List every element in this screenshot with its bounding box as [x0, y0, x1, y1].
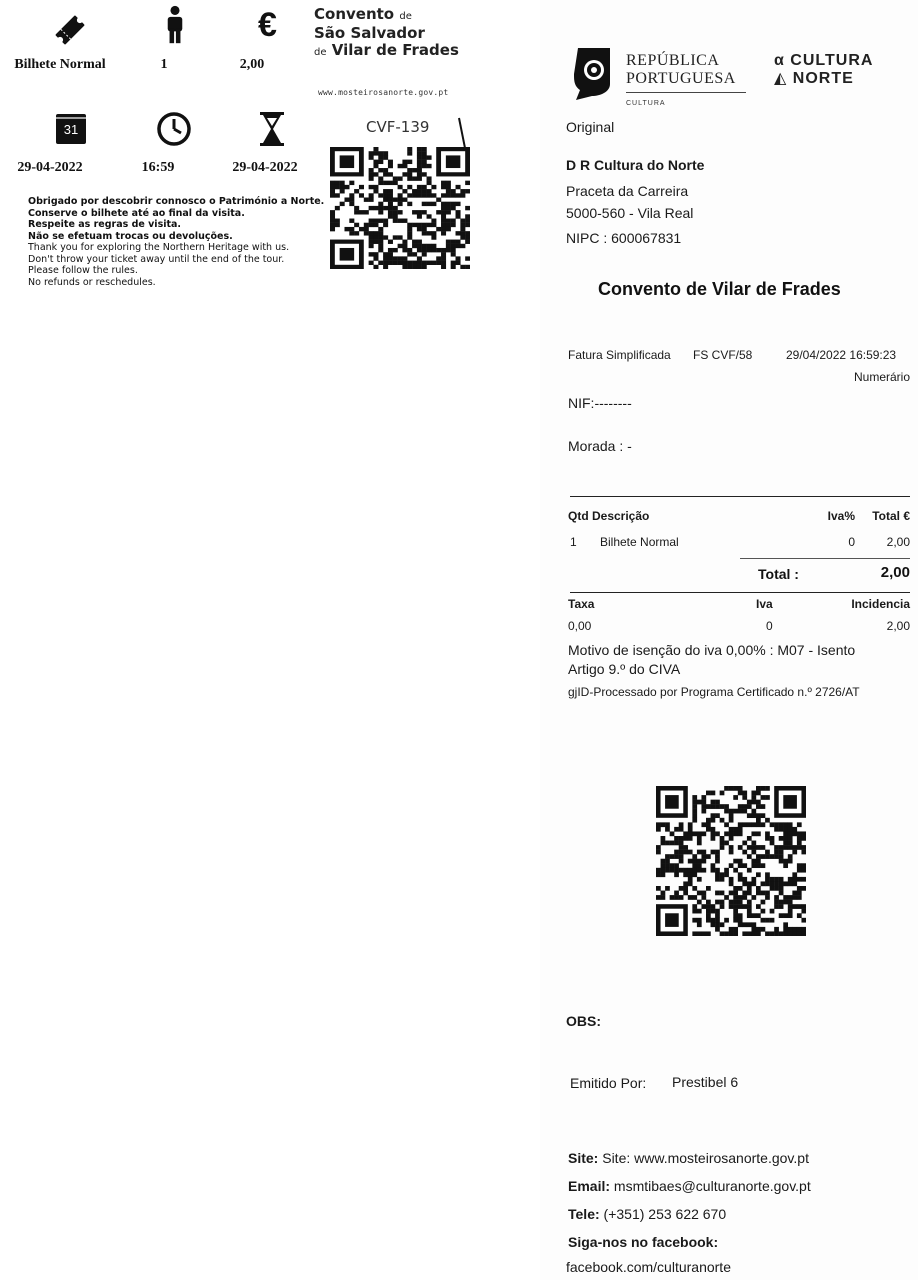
copy-label: Original — [566, 119, 615, 135]
note-en-4: No refunds or reschedules. — [28, 276, 156, 288]
certification-note: gjID-Processado por Programa Certificado n.º 2726/AT — [568, 685, 860, 699]
brand-line-1: Convento — [314, 5, 395, 23]
logo-republica-line-2: PORTUGUESA — [626, 70, 736, 87]
obs-label: OBS: — [566, 1013, 601, 1029]
header-incidencia: Incidencia — [851, 597, 910, 611]
venue-title: Convento de Vilar de Frades — [598, 279, 841, 299]
cultura-mark-icon: α — [774, 52, 785, 69]
republica-portuguesa-logo-icon — [570, 46, 614, 102]
row-qty: 1 — [570, 535, 577, 549]
note-pt-1: Obrigado por descobrir connosco o Património a Norte. — [28, 196, 325, 207]
note-en-1: Thank you for exploring the Northern Heritage with us. — [28, 242, 290, 253]
person-icon — [155, 5, 195, 45]
brand-line-3: Vilar de Frades — [331, 41, 459, 59]
issuer-city: 5000-560 - Vila Real — [566, 205, 694, 221]
site-label: Site: — [568, 1150, 599, 1166]
header-qty-description: Qtd Descrição — [568, 509, 650, 523]
row-description: Bilhete Normal — [600, 535, 679, 549]
customer-nif: NIF:-------- — [568, 395, 632, 411]
ticket-tear-mark — [456, 116, 470, 150]
exemption-reason: Motivo de isenção do iva 0,00% : M07 - Isento — [568, 642, 856, 658]
republica-portuguesa-logo — [626, 52, 736, 88]
tax-iva: 0 — [766, 619, 773, 633]
total-value: 2,00 — [880, 564, 910, 581]
tax-rate: 0,00 — [568, 619, 592, 633]
ticket-notes — [28, 196, 328, 288]
tele-label: Tele: — [568, 1206, 600, 1222]
total-label: Total : — [758, 566, 799, 582]
receipt — [540, 0, 918, 1280]
email-value: msmtibaes@culturanorte.gov.pt — [613, 1178, 811, 1194]
clock-icon — [156, 111, 192, 147]
tele-value: (+351) 253 622 670 — [603, 1206, 727, 1222]
invoice-type: Fatura Simplificada — [568, 348, 671, 362]
header-iva: Iva — [756, 597, 773, 611]
note-pt-3: Respeite as regras de visita. — [28, 219, 182, 230]
ticket-quantity: 1 — [160, 57, 168, 72]
note-en-3: Please follow the rules. — [28, 265, 138, 276]
ticket-price: 2,00 — [239, 57, 265, 72]
validity-date: 29-04-2022 — [232, 160, 298, 175]
email-label: Email: — [568, 1178, 611, 1194]
ticket-website: www.mosteirosanorte.gov.pt — [318, 88, 449, 97]
ticket-qr-code — [330, 147, 470, 269]
brand-line-2: São Salvador — [314, 24, 425, 42]
tax-incidence: 2,00 — [886, 619, 910, 633]
note-en-2: Don't throw your ticket away until the end of the tour. — [28, 253, 285, 265]
brand-line-3-small: de — [314, 47, 327, 58]
visit-date: 29-04-2022 — [17, 160, 83, 175]
facebook-label: Siga-nos no facebook: — [568, 1234, 719, 1250]
note-pt-4: Não se efetuam trocas ou devoluções. — [28, 230, 233, 242]
row-total: 2,00 — [886, 535, 910, 549]
logo-cultura-line-1: CULTURA — [790, 52, 874, 69]
ticket-code: CVF-139 — [366, 118, 430, 136]
receipt-qr-code — [656, 786, 806, 936]
row-iva: 0 — [848, 535, 855, 549]
ticket-icon — [50, 10, 90, 50]
calendar-icon: 31 — [56, 114, 86, 144]
issuer-name: D R Cultura do Norte — [566, 157, 705, 173]
invoice-datetime: 29/04/2022 16:59:23 — [786, 348, 897, 362]
ticket-type: Bilhete Normal — [14, 57, 106, 72]
norte-mark-icon: ◭ — [774, 70, 788, 87]
cultura-norte-logo — [774, 52, 873, 88]
header-total: Total € — [872, 509, 910, 523]
header-taxa: Taxa — [568, 597, 595, 611]
issued-by-label: Emitido Por: — [570, 1075, 647, 1091]
hourglass-icon — [258, 111, 286, 147]
euro-icon: € — [258, 6, 277, 44]
convento-brand — [314, 6, 514, 61]
issuer-street: Praceta da Carreira — [566, 183, 689, 199]
site-value: Site: www.mosteirosanorte.gov.pt — [602, 1150, 809, 1166]
logo-republica-sub: CULTURA — [626, 100, 666, 107]
brand-line-1-small: de — [399, 11, 412, 22]
note-pt-2: Conserve o bilhete até ao final da visita. — [28, 207, 245, 219]
logo-cultura-line-2: NORTE — [792, 70, 854, 87]
customer-address: Morada : - — [568, 438, 632, 454]
payment-method: Numerário — [853, 370, 910, 384]
visit-time: 16:59 — [141, 160, 175, 175]
issuer-nipc: NIPC : 600067831 — [566, 230, 682, 246]
issued-by-value: Prestibel 6 — [672, 1074, 739, 1090]
exemption-article: Artigo 9.º do CIVA — [568, 661, 681, 677]
ticket-stub — [0, 0, 520, 300]
facebook-value: facebook.com/culturanorte — [566, 1259, 731, 1275]
header-iva-percent: Iva% — [827, 509, 855, 523]
invoice-number: FS CVF/58 — [693, 348, 753, 362]
logo-republica-line-1: REPÚBLICA — [626, 52, 720, 69]
